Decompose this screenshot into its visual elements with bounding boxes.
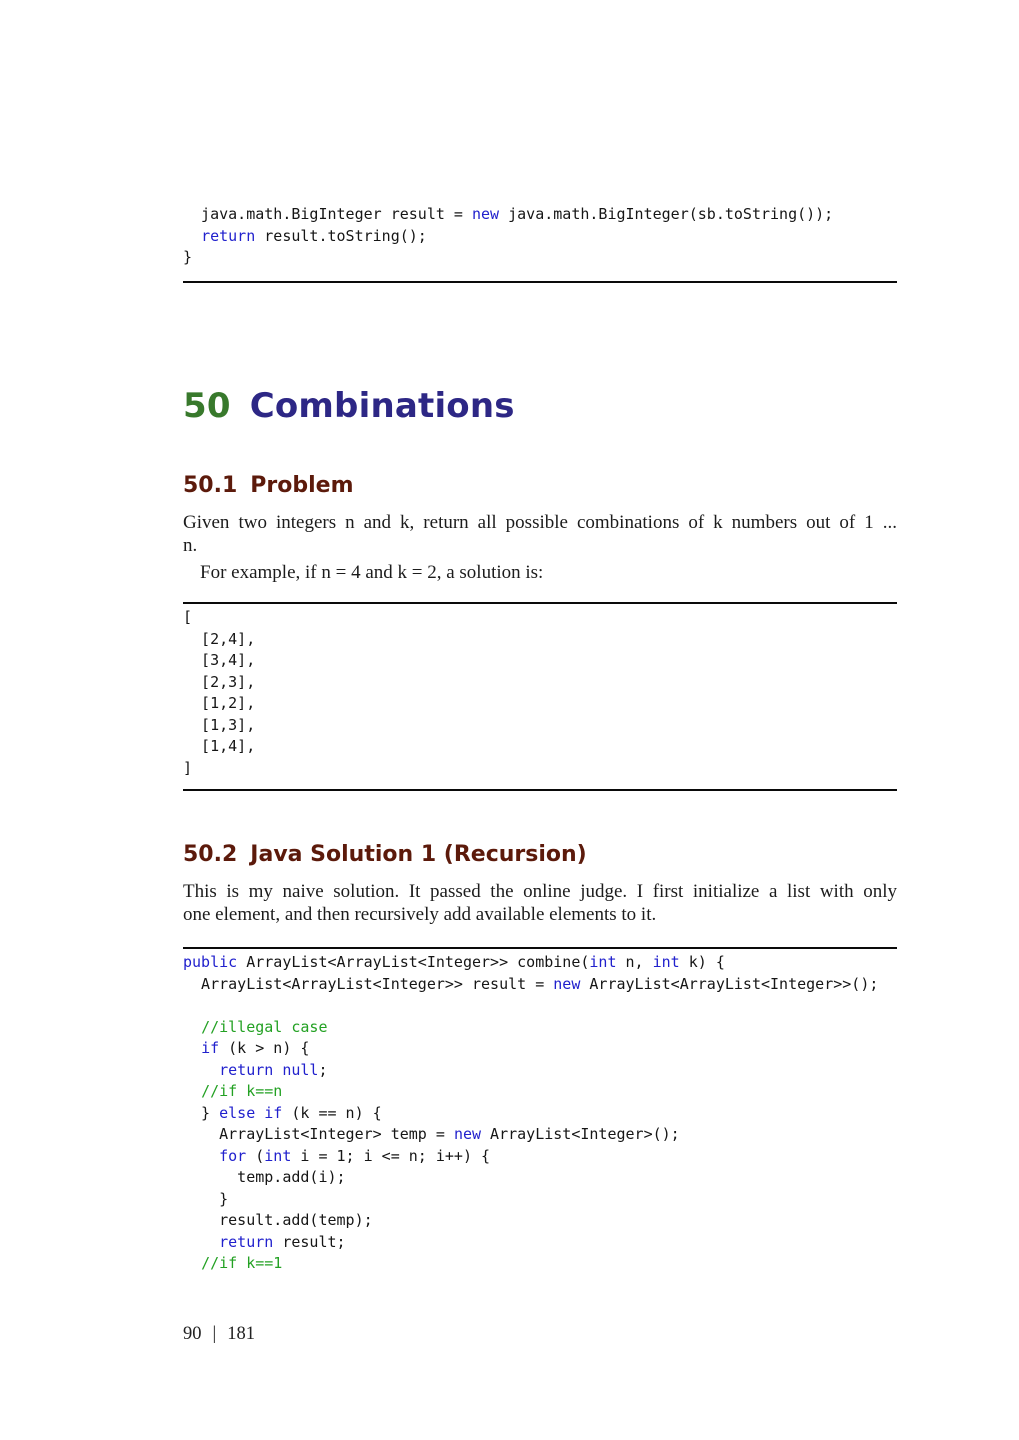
paragraph-line: This is my naive solution. It passed the online judge. I first initialize a list with only [183,881,897,902]
section-number: 50.1 [183,473,238,498]
code-line: ] [183,758,193,777]
paragraph-line: n. [183,534,198,556]
code-line: //illegal case [201,1017,328,1036]
code-line: //if k==1 [201,1254,283,1272]
code-line: return result; [219,1232,346,1251]
section-title: Java Solution 1 (Recursion) [250,842,587,867]
page-number: 90 [183,1324,202,1344]
code-line: return null; [219,1060,328,1079]
paragraph-line: Given two integers n and k, return all possible combinations of k numbers out of 1 ... [183,512,897,533]
code-line: } [183,248,193,266]
example-block-bottom-rule [183,789,897,791]
chapter-number: 50 [183,386,231,426]
solution-paragraph [183,881,897,926]
code-line: if (k > n) { [201,1039,310,1057]
paragraph-line: For example, if n = 4 and k = 2, a solution is: [200,562,544,583]
code-line: result.add(temp); [183,1211,373,1229]
code-line: [1,2], [183,694,256,712]
code-line: return result.toString(); [201,226,427,245]
code-line: ArrayList<Integer> temp = new ArrayList<Integer>(); [183,1125,680,1143]
paragraph-line: one element, and then recursively add available elements to it. [183,903,657,925]
problem-paragraph [183,512,897,557]
page-footer [183,1324,255,1345]
code-line: [ [183,608,193,626]
code-line: [2,3], [183,672,256,691]
total-pages: 181 [227,1324,255,1344]
footer-separator: | [212,1324,217,1344]
chapter-title: Combinations [249,386,515,426]
java-code-block-top-rule [183,947,897,949]
code-line: temp.add(i); [183,1168,346,1186]
section-title: Problem [250,473,354,498]
code-line: //if k==n [201,1082,283,1100]
code-line: for (int i = 1; i <= n; i++) { [219,1146,491,1165]
code-continuation-block [183,204,833,269]
section-heading-problem [183,473,354,499]
chapter-heading [183,386,515,426]
code-line: ArrayList<ArrayList<Integer>> result = new ArrayList<ArrayList<Integer>>(); [183,974,879,993]
section-number: 50.2 [183,842,238,867]
example-block-top-rule [183,602,897,604]
code-line: [1,3], [183,715,256,734]
code-line: [2,4], [183,629,256,648]
code-line: [3,4], [183,651,256,669]
code-line [183,995,878,1017]
code-line: java.math.BigInteger result = new java.math.BigInteger(sb.toString()); [183,205,834,223]
code-line: public ArrayList<ArrayList<Integer>> combine(int n, int k) { [183,953,725,971]
example-intro-paragraph [183,562,897,585]
code-block-bottom-rule [183,281,897,283]
code-line: } else if (k == n) { [183,1103,382,1122]
code-line: } [183,1189,229,1208]
section-heading-java-solution [183,842,587,868]
java-code-block [183,952,878,1275]
code-line: [1,4], [183,737,256,755]
example-output-block [183,607,255,779]
